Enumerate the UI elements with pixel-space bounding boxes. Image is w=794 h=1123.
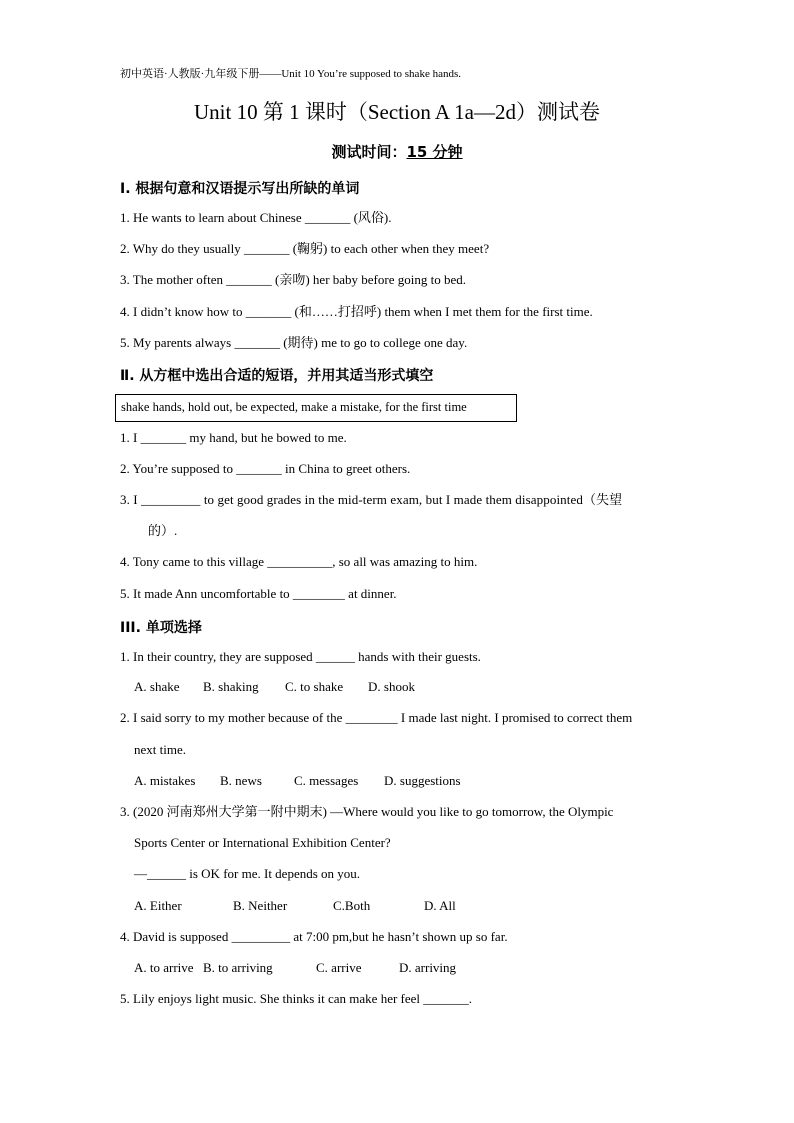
s1-item-5: 5. My parents always _______ (期待) me to go to college one day. <box>120 335 468 350</box>
q3-option-d: D. All <box>424 898 456 913</box>
q1-option-c: C. to shake <box>285 679 344 694</box>
q2-option-d: D. suggestions <box>384 773 461 788</box>
q1-option-a: A. shake <box>134 679 180 694</box>
q1-stem: 1. In their country, they are supposed ______ hands with their guests. <box>120 649 481 664</box>
q3-stem-cont: Sports Center or International Exhibition Center? <box>134 835 391 850</box>
s2-item-1: 1. I _______ my hand, but he bowed to me. <box>120 430 347 445</box>
section-3-heading: III. 单项选择 <box>120 620 202 636</box>
q5-stem: 5. Lily enjoys light music. She thinks it can make her feel _______. <box>120 991 473 1006</box>
q2-stem-cont: next time. <box>134 742 186 757</box>
q2-stem: 2. I said sorry to my mother because of the ________ I made last night. I promised to correct them <box>120 710 633 725</box>
phrase-box <box>115 394 517 422</box>
s2-item-3: 3. I _________ to get good grades in the mid-term exam, but I made them disappointed（失望 <box>120 492 623 507</box>
section-1-heading: Ⅰ. 根据句意和汉语提示写出所缺的单词 <box>120 181 360 197</box>
q4-option-c: C. arrive <box>316 960 362 975</box>
test-time <box>0 141 794 162</box>
q3-option-c: C.Both <box>333 898 371 913</box>
s1-item-3: 3. The mother often _______ (亲吻) her baby before going to bed. <box>120 272 466 287</box>
q4-option-a: A. to arrive <box>134 960 194 975</box>
document-header: 初中英语·人教版·九年级下册——Unit 10 You’re supposed to shake hands. <box>120 68 461 80</box>
page-title: Unit 10 第 1 课时（Section A 1a—2d）测试卷 <box>194 100 600 124</box>
q3-stem: 3. (2020 河南郑州大学第一附中期末) —Where would you like to go tomorrow, the Olympic <box>120 804 614 819</box>
q1-option-d: D. shook <box>368 679 415 694</box>
s2-item-5: 5. It made Ann uncomfortable to ________ at dinner. <box>120 586 397 601</box>
phrase-box-text: shake hands, hold out, be expected, make a mistake, for the first time <box>121 400 467 414</box>
q2-option-c: C. messages <box>294 773 359 788</box>
s1-item-2: 2. Why do they usually _______ (鞠躬) to each other when they meet? <box>120 241 490 256</box>
q1-option-b: B. shaking <box>203 679 259 694</box>
q3-option-a: A. Either <box>134 898 182 913</box>
s1-item-1: 1. He wants to learn about Chinese _______ (风俗). <box>120 210 392 225</box>
s1-item-4: 4. I didn’t know how to _______ (和……打招呼) them when I met them for the first time. <box>120 304 593 319</box>
q2-option-a: A. mistakes <box>134 773 196 788</box>
test-time-value: 15 分钟 <box>406 143 463 161</box>
test-time-label: 测试时间： <box>331 143 407 161</box>
q3-reply: —______ is OK for me. It depends on you. <box>134 866 361 881</box>
q4-stem: 4. David is supposed _________ at 7:00 pm,but he hasn’t shown up so far. <box>120 929 508 944</box>
q3-option-b: B. Neither <box>233 898 288 913</box>
s2-item-3-cont: 的）. <box>148 523 178 538</box>
q4-option-b: B. to arriving <box>203 960 273 975</box>
q2-option-b: B. news <box>220 773 262 788</box>
q4-option-d: D. arriving <box>399 960 457 975</box>
s2-item-2: 2. You’re supposed to _______ in China to greet others. <box>120 461 411 476</box>
s2-item-4: 4. Tony came to this village __________, so all was amazing to him. <box>120 554 478 569</box>
section-2-heading: Ⅱ. 从方框中选出合适的短语，并用其适当形式填空 <box>120 368 434 384</box>
